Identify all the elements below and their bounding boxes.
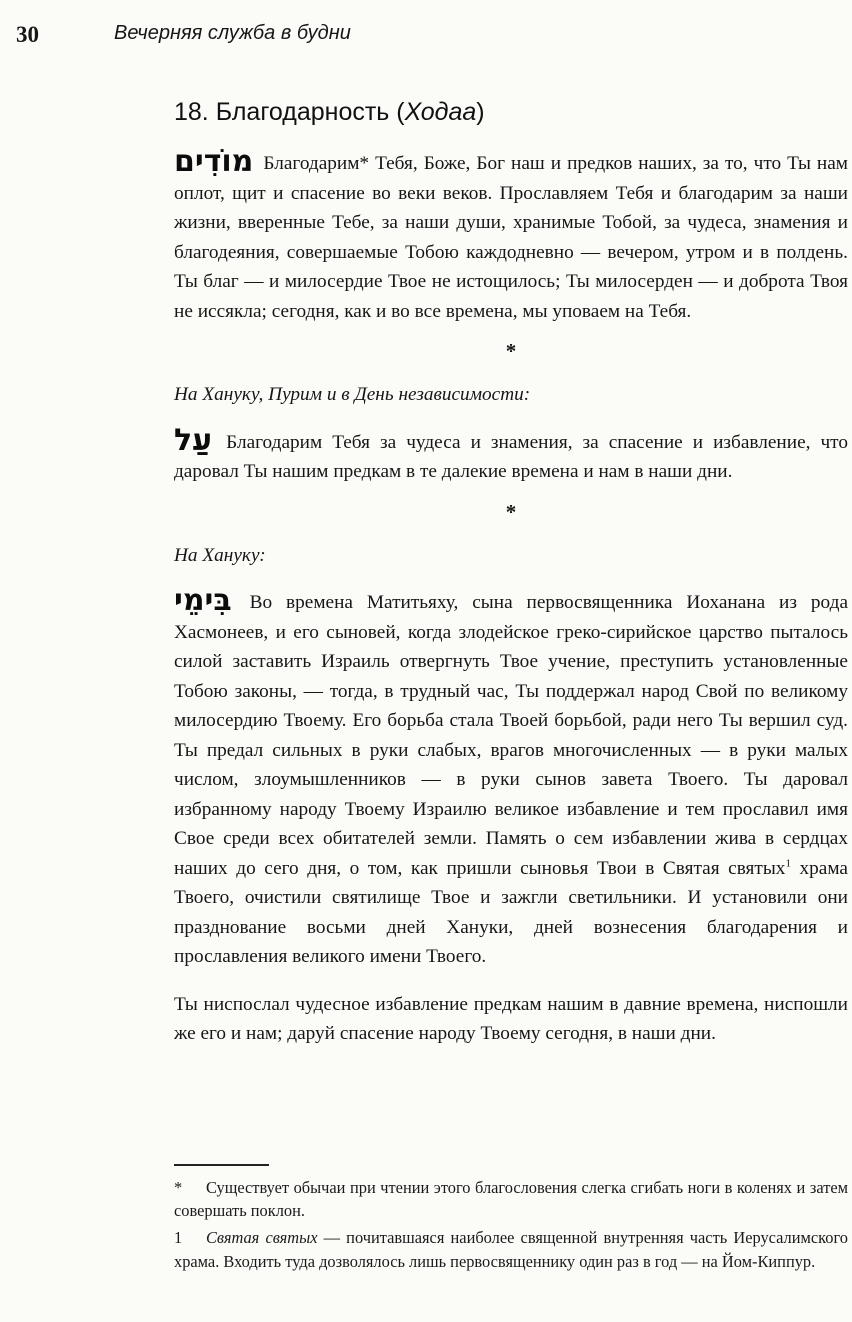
separator-asterisk: * (505, 499, 517, 524)
footnote-marker: * (174, 1178, 183, 1197)
modim-text: Благодарим* Тебя, Боже, Бог наш и предков наших, за то, что Ты нам оплот, щит и спасение во веки веков. Прославляем Тебя и благодарим за наши жизни, вверенные Тебе, за наши души, хранимые Тобой, за чудеса, знамения и благодеяния, совершаемые Тобою каждодневно — вечером, утром и в полдень. Ты благ — и милосердие Твое не истощилось; Ты милосерден — и доброта Твоя не иссякла; сегодня, как и во все времена, мы уповаем на Тебя. (174, 153, 848, 322)
running-title: Вечерняя служба в будни (114, 22, 351, 44)
section-title (174, 98, 848, 127)
footnote (174, 1226, 848, 1272)
main-content (174, 98, 848, 1049)
running-head (16, 22, 832, 52)
footnotes (174, 1176, 848, 1277)
section-title-close: ) (476, 98, 485, 126)
bimei-paragraph (174, 583, 848, 972)
bimei-text-part-2: храма Твоего, очистили святилище Твое и зажгли светильники. И установили они празднование восьми дней Хануки, дней вознесения благодарения и прославления великого имени Твоего. (174, 857, 848, 967)
hebrew-word-bimei: בִּימֵי (174, 583, 232, 618)
footnote-divider (174, 1164, 269, 1166)
al-hanisim-instruction: На Хануку, Пурим и в День независимости: (174, 384, 531, 405)
footnote (174, 1176, 848, 1222)
footnote-reference: 1 (785, 857, 791, 870)
modim-paragraph (174, 144, 848, 326)
closing-paragraph: Ты ниспослал чудесное избавление предкам нашим в давние времена, ниспошли же его и нам; даруй спасение народу Твоему сегодня, в наши дни. (174, 993, 848, 1044)
bimei-instruction: На Хануку: (174, 544, 266, 566)
separator-asterisk: * (505, 339, 517, 363)
section-title-italic: Ходаа (404, 98, 477, 126)
footnote-term: Святая святых (206, 1228, 318, 1248)
al-hanisim-paragraph (174, 422, 848, 487)
hebrew-word-al: עַל (174, 422, 213, 458)
section-title-main: 18. Благодарность ( (174, 98, 405, 126)
footnote-text: Существует обычаи при чтении этого благословения слегка сгибать ноги в коленях и затем совершать поклон. (174, 1178, 848, 1221)
hebrew-word-modim: מוֹדִים (174, 144, 254, 179)
al-hanisim-text: Благодарим Тебя за чудеса и знамения, за спасение и избавление, что даровал Ты нашим предкам в те далекие времена и нам в наши дни. (174, 431, 848, 482)
footnote-text: — почитавшаяся наиболее священной внутренняя часть Иерусалимского храма. Входить туда дозволялось лишь первосвященнику один раз в год — на Йом-Киппур. (174, 1228, 848, 1271)
footnote-marker: 1 (174, 1228, 183, 1248)
page-number: 30 (16, 22, 39, 47)
bimei-text-part-1: Во времена Матитьяху, сына первосвященника Иоханана из рода Хасмонеев, и его сыновей, когда злодейское греко-сирийское царство пыталось силой заставить Израиль отвергнуть Твое учение, преступить установленные Тобою законы, — тогда, в трудный час, Ты поддержал народ Свой по великому милосердию Твоему. Его борьба стала Твоей борьбой, ради него Ты вершил суд. Ты предал сильных в руки слабых, врагов многочисленных — в руки малых числом, злоумышленников — в руки сынов завета Твоего. Ты даровал избранному народу Твоему Израилю великое избавление и тем прославил имя Свое среди всех обитателей земли. Память о сем избавлении жива в сердцах наших до сего дня, о том, как пришли сыновья Твои в Святая святых (174, 592, 848, 879)
